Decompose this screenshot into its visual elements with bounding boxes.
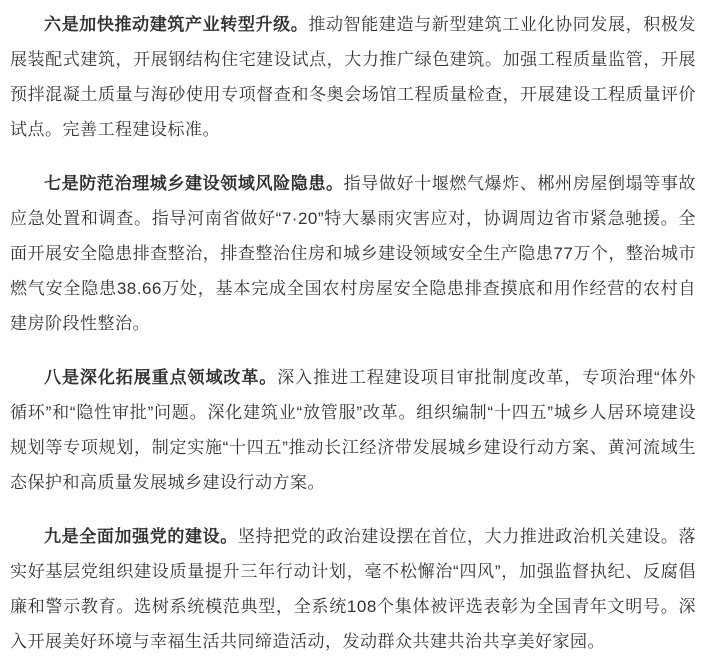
paragraph-lead: 八是深化拓展重点领域改革。 <box>44 368 278 387</box>
paragraph-lead: 九是全面加强党的建设。 <box>44 527 238 546</box>
paragraph-lead: 六是加快推动建筑产业转型升级。 <box>44 15 309 34</box>
paragraph-item-9 <box>10 519 696 659</box>
paragraph-item-6 <box>10 7 696 147</box>
paragraph-text: 推动智能建造与新型建筑工业化协同发展，积极发展装配式建筑，开展钢结构住宅建设试点，大力推广绿色建筑。加强工程质量监管，开展预拌混凝土质量与海砂使用专项督查和冬奥会场馆工程质量检查，开展建设工程质量评价试点。完善工程建设标准。 <box>10 15 696 139</box>
paragraph-text: 指导做好十堰燃气爆炸、郴州房屋倒塌等事故应急处置和调查。指导河南省做好“7·20”特大暴雨灾害应对，协调周边省市紧急驰援。全面开展安全隐患排查整治，排查整治住房和城乡建设领域安全生产隐患77万个，整治城市燃气安全隐患38.66万处，基本完成全国农村房屋安全隐患排查摸底和用作经营的农村自建房阶段性整治。 <box>10 174 696 333</box>
paragraph-item-8 <box>10 360 696 500</box>
paragraph-text: 深入推进工程建设项目审批制度改革，专项治理“体外循环”和“隐性审批”问题。深化建筑业“放管服”改革。组织编制“十四五”城乡人居环境建设规划等专项规划，制定实施“十四五”推动长江经济带发展城乡建设行动方案、黄河流域生态保护和高质量发展城乡建设行动方案。 <box>10 368 696 492</box>
paragraph-lead: 七是防范治理城乡建设领域风险隐患。 <box>44 174 344 193</box>
paragraph-text: 坚持把党的政治建设摆在首位，大力推进政治机关建设。落实好基层党组织建设质量提升三年行动计划，毫不松懈治“四风”，加强监督执纪、反腐倡廉和警示教育。选树系统模范典型，全系统108个集体被评选表彰为全国青年文明号。深入开展美好环境与幸福生活共同缔造活动，发动群众共建共治共享美好家园。 <box>10 527 696 651</box>
paragraph-item-7 <box>10 166 696 341</box>
